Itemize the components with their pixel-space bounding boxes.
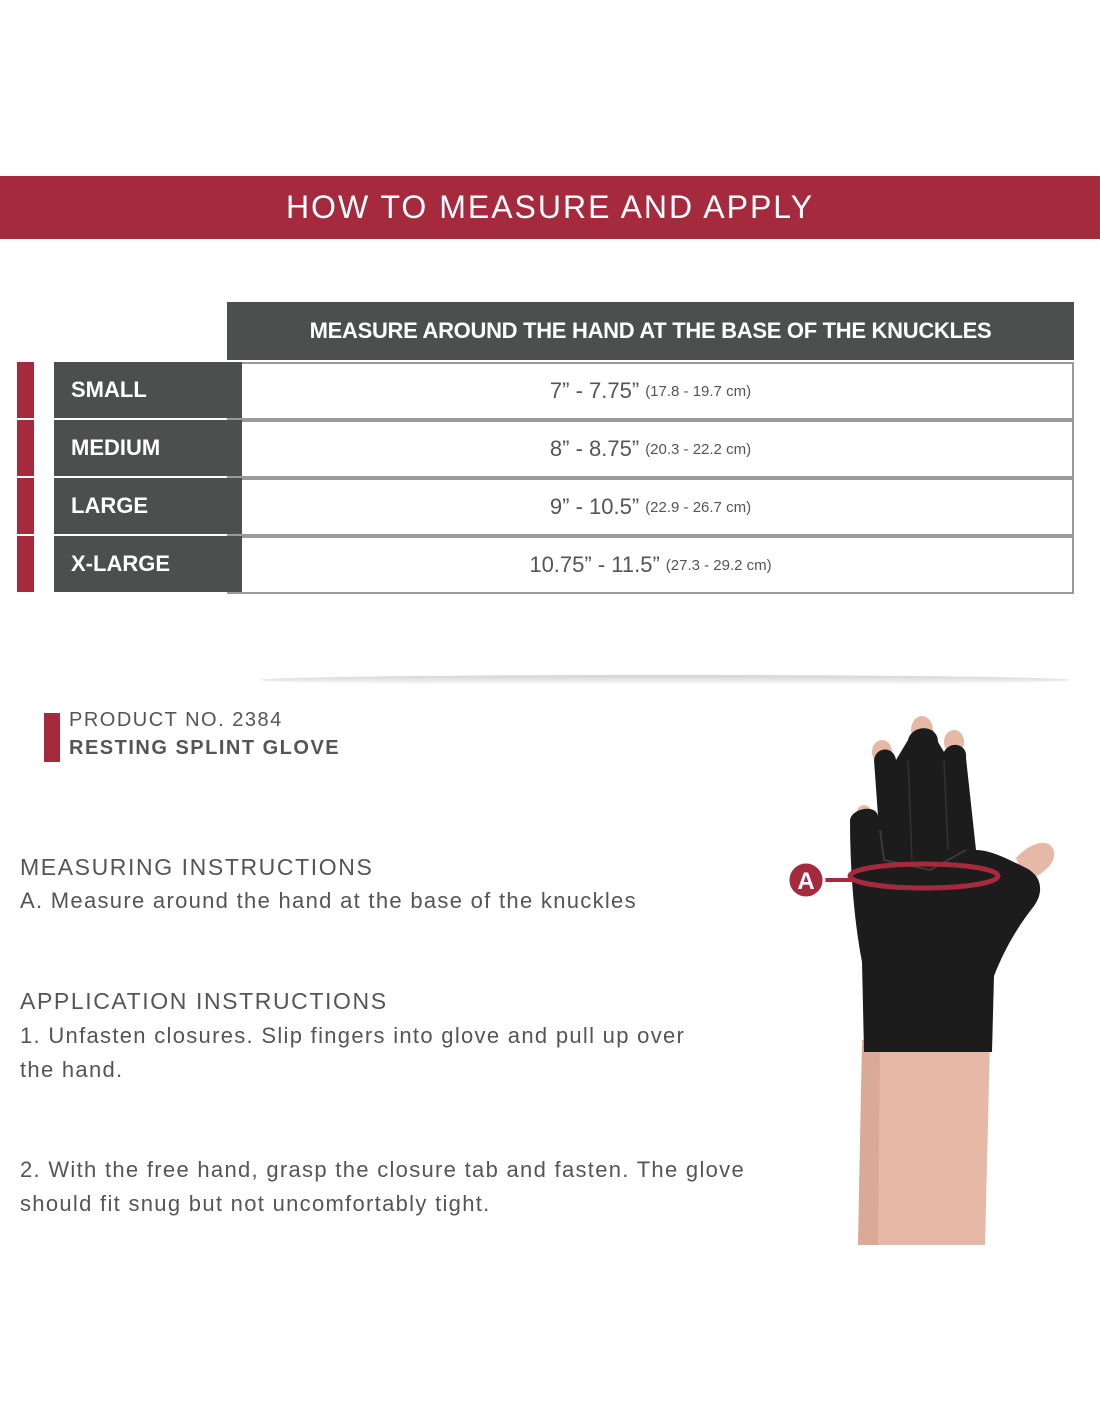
glove-hand-illustration — [780, 700, 1100, 1260]
size-row-large — [17, 478, 1074, 534]
measurement-inches: 10.75” - 11.5” — [529, 552, 660, 577]
size-table-header: MEASURE AROUND THE HAND AT THE BASE OF THE KNUCKLES — [227, 302, 1074, 360]
row-accent — [17, 362, 34, 418]
application-heading: APPLICATION INSTRUCTIONS — [20, 988, 388, 1014]
size-measurement — [227, 478, 1074, 536]
measurement-inches: 7” - 7.75” — [549, 378, 640, 403]
measurement-inches: 8” - 8.75” — [549, 436, 640, 461]
measuring-heading: MEASURING INSTRUCTIONS — [20, 854, 374, 880]
size-row-small — [17, 362, 1074, 418]
size-measurement — [227, 536, 1074, 594]
size-row-medium — [17, 420, 1074, 476]
size-label: LARGE — [54, 478, 242, 534]
row-accent — [17, 478, 34, 534]
application-step-2: 2. With the free hand, grasp the closure tab and fasten. The glove should fit snug but not uncomfortably tight. — [20, 1157, 746, 1216]
measurement-cm: (20.3 - 22.2 cm) — [645, 440, 752, 458]
product-name: RESTING SPLINT GLOVE — [69, 737, 341, 759]
row-accent — [17, 536, 34, 592]
row-accent — [17, 420, 34, 476]
page-title: HOW TO MEASURE AND APPLY — [285, 189, 815, 225]
marker-label: A — [797, 868, 815, 895]
measuring-text: A. Measure around the hand at the base of the knuckles — [20, 888, 637, 913]
size-measurement — [227, 420, 1074, 478]
header-banner — [0, 176, 1100, 239]
measurement-cm: (27.3 - 29.2 cm) — [665, 556, 772, 574]
measurement-cm: (22.9 - 26.7 cm) — [645, 498, 752, 516]
size-row-x-large — [17, 536, 1074, 592]
forearm-shading — [858, 1045, 880, 1245]
size-label: X-LARGE — [54, 536, 242, 592]
product-number: PRODUCT NO. 2384 — [69, 709, 283, 731]
size-measurement — [227, 362, 1074, 420]
measurement-cm: (17.8 - 19.7 cm) — [645, 382, 752, 400]
product-accent-bar — [44, 713, 60, 762]
application-step-1: 1. Unfasten closures. Slip fingers into glove and pull up over the hand. — [20, 1023, 686, 1082]
size-label: MEDIUM — [54, 420, 242, 476]
size-label: SMALL — [54, 362, 242, 418]
section-divider — [260, 675, 1070, 685]
measurement-inches: 9” - 10.5” — [549, 494, 640, 519]
